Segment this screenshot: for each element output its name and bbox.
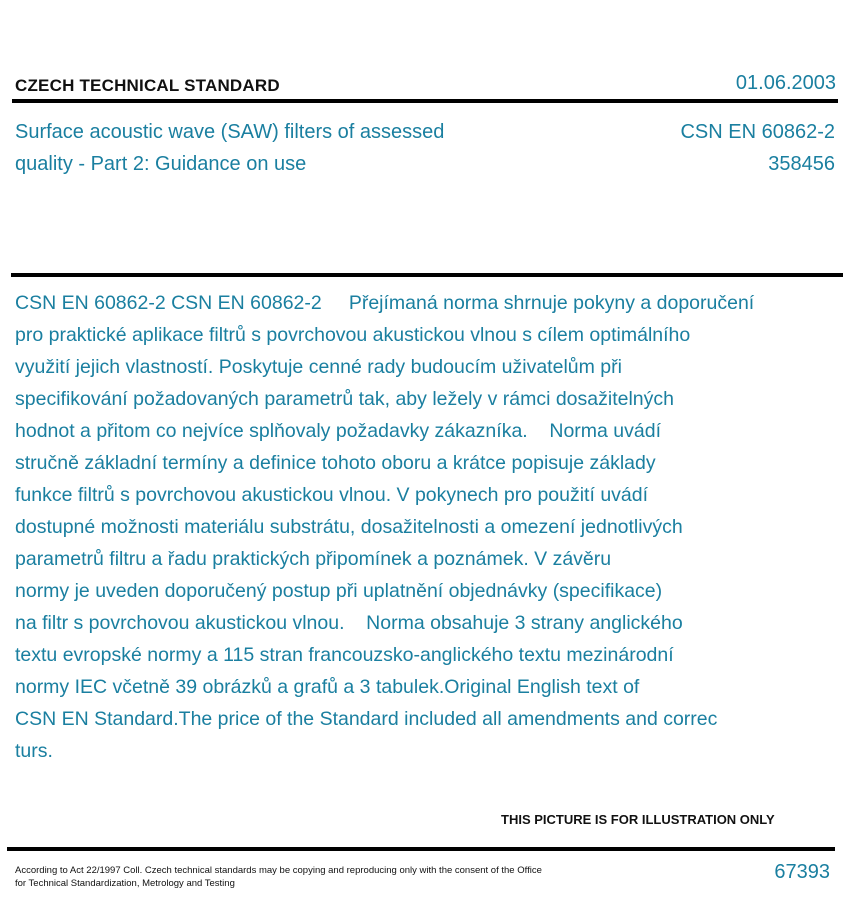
legal-notice	[15, 864, 615, 890]
standard-type-heading: CZECH TECHNICAL STANDARD	[15, 76, 280, 95]
bottom-divider	[7, 847, 835, 851]
annotation-line: na filtr s povrchovou akustickou vlnou. Norma obsahuje 3 strany anglického	[15, 612, 683, 634]
annotation-line: stručně základní termíny a definice tohoto oboru a krátce popisuje základy	[15, 452, 656, 474]
annotation-line: dostupné možnosti materiálu substrátu, dosažitelnosti a omezení jednotlivých	[15, 516, 683, 538]
annotation-line: hodnot a přitom co nejvíce splňovaly požadavky zákazníka. Norma uvádí	[15, 420, 662, 442]
annotation-text	[15, 287, 845, 767]
legal-notice-line-1: According to Act 22/1997 Coll. Czech technical standards may be copying and reproducing only with the consent of the Office	[15, 865, 542, 876]
illustration-disclaimer: THIS PICTURE IS FOR ILLUSTRATION ONLY	[501, 812, 775, 827]
publication-date: 01.06.2003	[735, 72, 836, 94]
standard-code: CSN EN 60862-2	[680, 121, 835, 143]
standard-title-line-1: Surface acoustic wave (SAW) filters of assessed	[15, 121, 445, 143]
annotation-line: pro praktické aplikace filtrů s povrchovou akustickou vlnou s cílem optimálního	[15, 324, 691, 346]
annotation-line: normy je uveden doporučený postup při uplatnění objednávky (specifikace)	[15, 580, 663, 602]
middle-divider	[11, 273, 843, 277]
standard-title	[15, 116, 444, 180]
annotation-line: specifikování požadovaných parametrů tak, aby ležely v rámci dosažitelných	[15, 388, 674, 410]
annotation-line: funkce filtrů s povrchovou akustickou vlnou. V pokynech pro použití uvádí	[15, 484, 649, 506]
legal-notice-line-2: for Technical Standardization, Metrology and Testing	[15, 878, 235, 889]
standard-identifiers	[680, 116, 835, 180]
annotation-line: parametrů filtru a řadu praktických připomínek a poznámek. V závěru	[15, 548, 612, 570]
annotation-line: CSN EN 60862-2 CSN EN 60862-2 Přejímaná norma shrnuje pokyny a doporučení	[15, 292, 755, 314]
annotation-line: turs.	[15, 740, 53, 762]
annotation-line: textu evropské normy a 115 stran francouzsko-anglického textu mezinárodní	[15, 644, 674, 666]
annotation-line: normy IEC včetně 39 obrázků a grafů a 3 tabulek.Original English text of	[15, 676, 640, 698]
top-divider	[12, 99, 838, 103]
document-id: 67393	[774, 861, 830, 883]
annotation-line: využití jejich vlastností. Poskytuje cenné rady budoucím uživatelům při	[15, 356, 622, 378]
standard-title-line-2: quality - Part 2: Guidance on use	[15, 153, 307, 175]
catalog-number: 358456	[768, 153, 835, 175]
annotation-line: CSN EN Standard.The price of the Standard included all amendments and correc	[15, 708, 718, 730]
